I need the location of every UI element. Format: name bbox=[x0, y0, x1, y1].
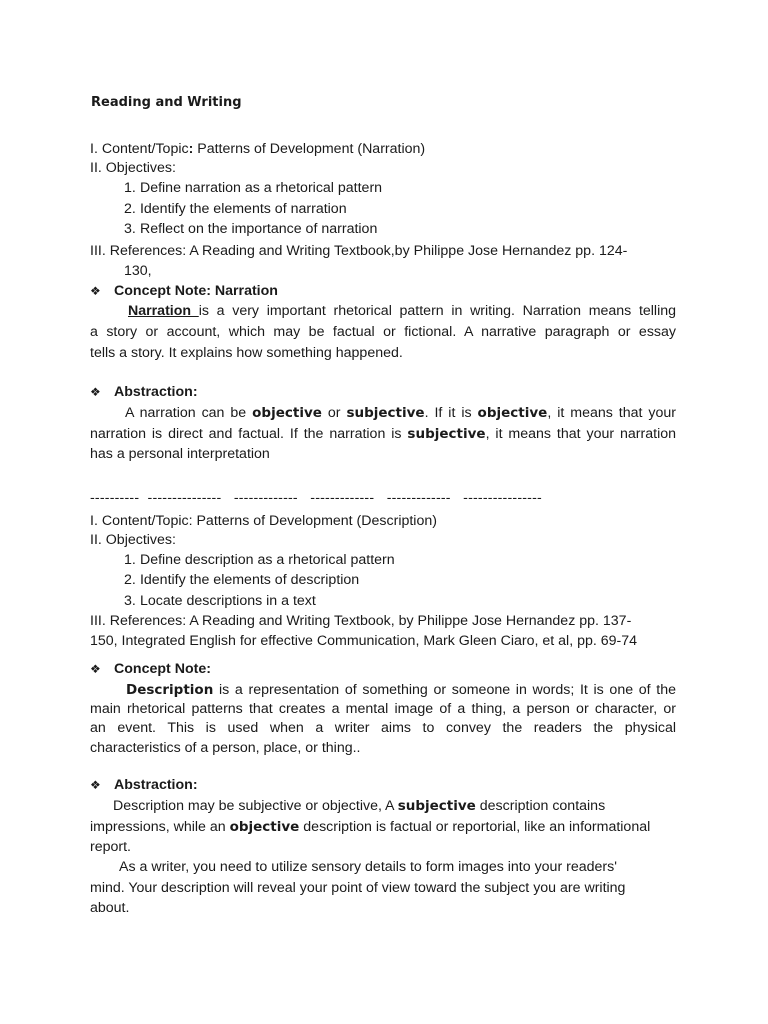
objective-number: 2. bbox=[124, 572, 136, 588]
text: or bbox=[321, 405, 347, 421]
objective-text: Identify the elements of description bbox=[139, 572, 360, 588]
objective-text: Identify the elements of narration bbox=[139, 201, 347, 217]
diamond-bullet-icon: ❖ bbox=[90, 284, 101, 298]
concept-text: is a very important rhetorical pattern in writing. Narration means telling bbox=[198, 303, 677, 319]
lesson2-topic: I. Content/Topic: Patterns of Development (Description) bbox=[90, 513, 437, 529]
lesson1-objective-1 bbox=[124, 178, 382, 198]
lesson2-references-cont: 150, Integrated English for effective Communication, Mark Gleen Ciaro, et al, pp. 69-74 bbox=[90, 633, 638, 649]
lesson2-references: III. References: A Reading and Writing Textbook, by Philippe Jose Hernandez pp. 137- bbox=[90, 613, 632, 629]
concept-label: Concept Note: Narration bbox=[114, 283, 278, 299]
diamond-bullet-icon: ❖ bbox=[90, 662, 101, 676]
lesson2-abstraction-line-4: As a writer, you need to utilize sensory details to form images into your readers' bbox=[119, 859, 617, 875]
diamond-bullet-icon: ❖ bbox=[90, 778, 101, 792]
lesson1-abstraction-line-1 bbox=[90, 403, 676, 423]
lesson2-abstraction-heading bbox=[90, 775, 198, 795]
abstraction-label: Abstraction: bbox=[114, 384, 198, 400]
concept-label: Concept Note: bbox=[114, 661, 211, 677]
emphasis: objective bbox=[252, 405, 322, 421]
text: description is factual or reportorial, like an informational bbox=[299, 819, 651, 835]
topic-rest: Patterns of Development (Narration) bbox=[193, 141, 426, 157]
objective-number: 2. bbox=[124, 201, 136, 217]
lesson2-concept-line-4: characteristics of a person, place, or thing.. bbox=[90, 740, 361, 756]
text: A narration can be bbox=[125, 405, 253, 421]
objective-text: Locate descriptions in a text bbox=[139, 593, 316, 609]
topic-colon: : bbox=[188, 141, 194, 157]
emphasis: subjective bbox=[346, 405, 425, 421]
emphasis: objective bbox=[477, 405, 548, 421]
text: description contains bbox=[475, 798, 606, 814]
lesson2-abstraction-line-6: about. bbox=[90, 900, 130, 916]
lesson1-objective-3 bbox=[124, 219, 377, 239]
lesson1-concept-line-3: tells a story. It explains how something happened. bbox=[90, 345, 403, 361]
text: , it means that your narration bbox=[485, 426, 677, 442]
lesson1-abstraction-line-2 bbox=[90, 424, 676, 444]
objective-number: 1. bbox=[124, 180, 136, 196]
objective-text: Reflect on the importance of narration bbox=[139, 221, 378, 237]
section-divider: ---------- --------------- ------------- ------------- ------------- ---------------- bbox=[90, 490, 542, 506]
lesson1-objective-2 bbox=[124, 199, 347, 219]
lesson2-concept-line-2: main rhetorical patterns that creates a mental image of a thing, a person or character, or bbox=[90, 701, 676, 717]
lesson1-objectives-label: II. Objectives: bbox=[90, 160, 176, 176]
lesson1-abstraction-line-3: has a personal interpretation bbox=[90, 446, 270, 462]
lesson2-objectives-label: II. Objectives: bbox=[90, 532, 176, 548]
abstraction-label: Abstraction: bbox=[114, 777, 198, 793]
objective-text: Define description as a rhetorical pattern bbox=[139, 552, 395, 568]
document-title: Reading and Writing bbox=[91, 95, 242, 110]
lesson2-concept-line-3: an event. This is used when a writer aims to convey the readers the physical bbox=[90, 720, 676, 736]
emphasis: objective bbox=[229, 819, 300, 835]
lesson1-concept-line-1 bbox=[90, 301, 676, 321]
lesson1-references: III. References: A Reading and Writing Textbook,by Philippe Jose Hernandez pp. 124- bbox=[90, 243, 628, 259]
lesson1-topic bbox=[90, 139, 425, 159]
objective-number: 3. bbox=[124, 221, 136, 237]
lesson2-concept-heading bbox=[90, 659, 211, 679]
objective-text: Define narration as a rhetorical pattern bbox=[139, 180, 383, 196]
lesson1-abstraction-heading bbox=[90, 382, 198, 402]
text: Description may be subjective or objective, A bbox=[113, 798, 398, 814]
concept-term: Description bbox=[126, 682, 214, 698]
concept-text: is a representation of something or someone in words; It is one of the bbox=[213, 682, 676, 698]
text: narration is direct and factual. If the narration is bbox=[90, 426, 408, 442]
lesson1-concept-heading bbox=[90, 281, 278, 301]
lesson2-objective-2 bbox=[124, 570, 359, 590]
emphasis: subjective bbox=[407, 426, 486, 442]
concept-term: Narration bbox=[128, 303, 199, 319]
lesson2-abstraction-line-3: report. bbox=[90, 839, 132, 855]
lesson1-references-cont: 130, bbox=[124, 263, 152, 279]
emphasis: subjective bbox=[397, 798, 476, 814]
lesson2-objective-1 bbox=[124, 550, 395, 570]
objective-number: 3. bbox=[124, 593, 136, 609]
diamond-bullet-icon: ❖ bbox=[90, 385, 101, 399]
text: . If it is bbox=[424, 405, 478, 421]
lesson2-objective-3 bbox=[124, 591, 316, 611]
lesson2-abstraction-line-2 bbox=[90, 817, 650, 837]
text: impressions, while an bbox=[90, 819, 230, 835]
text: , it means that your bbox=[547, 405, 676, 421]
lesson2-concept-line-1 bbox=[90, 680, 676, 700]
lesson1-concept-line-2: a story or account, which may be factual or fictional. A narrative paragraph or essay bbox=[90, 324, 676, 340]
lesson2-abstraction-line-1 bbox=[113, 796, 605, 816]
lesson2-abstraction-line-5: mind. Your description will reveal your point of view toward the subject you are writing bbox=[90, 880, 626, 896]
topic-prefix: I. Content/Topic bbox=[90, 141, 189, 157]
objective-number: 1. bbox=[124, 552, 136, 568]
